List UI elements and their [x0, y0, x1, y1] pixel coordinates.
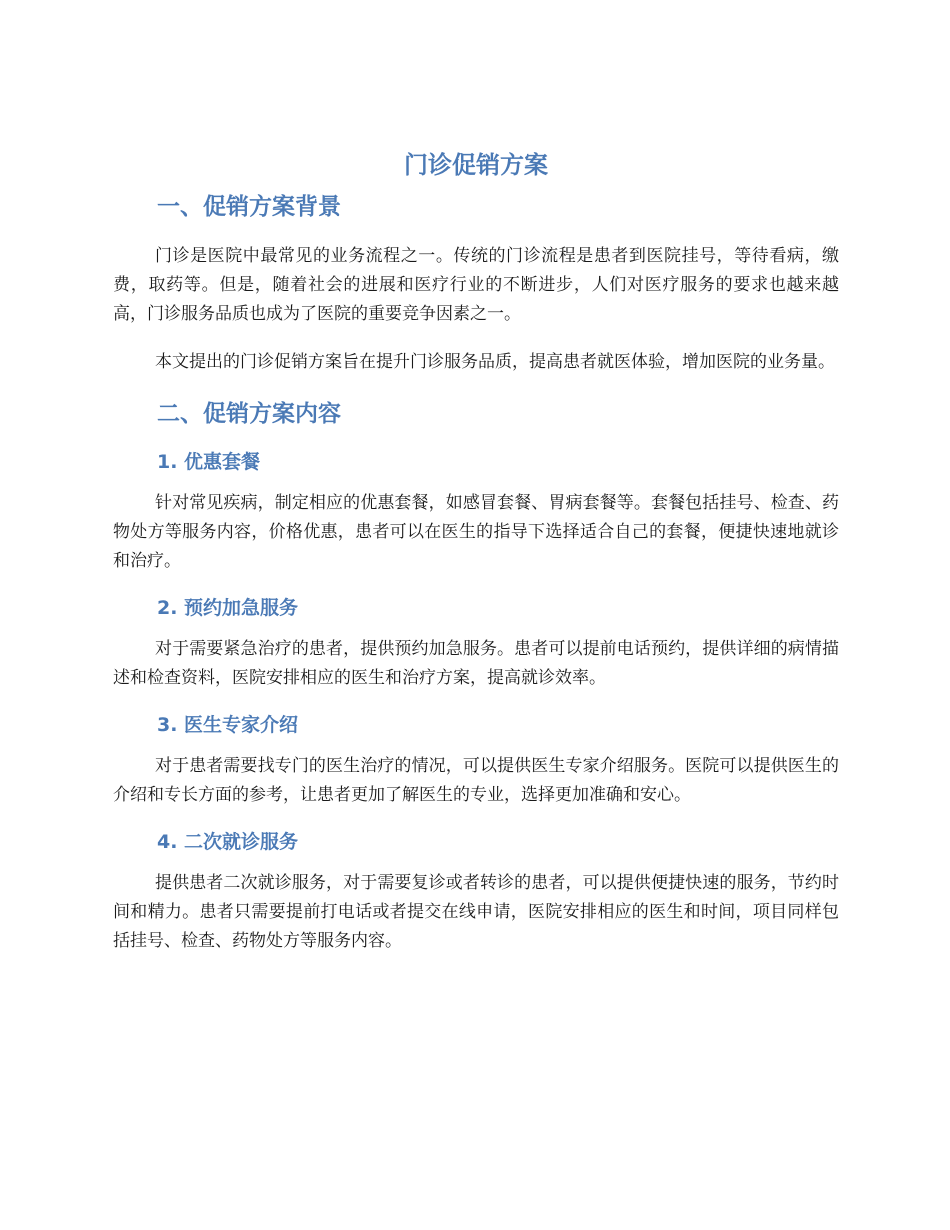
expert-introduction-paragraph: 对于患者需要找专门的医生治疗的情况，可以提供医生专家介绍服务。医院可以提供医生的介绍和专长方面的参考，让患者更加了解医生的专业，选择更加准确和安心。	[113, 756, 839, 805]
section-heading-background: 一、促销方案背景	[157, 194, 341, 220]
subsection-heading-expert-introduction: 3. 医生专家介绍	[157, 714, 299, 736]
urgent-appointment-paragraph: 对于需要紧急治疗的患者，提供预约加急服务。患者可以提前电话预约，提供详细的病情描述和检查资料，医院安排相应的医生和治疗方案，提高就诊效率。	[113, 639, 839, 688]
section-heading-content: 二、促销方案内容	[157, 401, 341, 427]
document-page	[113, 150, 839, 975]
subsection-heading-follow-up-visit: 4. 二次就诊服务	[157, 831, 299, 853]
document-title: 门诊促销方案	[404, 151, 548, 179]
subsection-heading-urgent-appointment: 2. 预约加急服务	[157, 597, 299, 619]
subsection-heading-discount-package: 1. 优惠套餐	[157, 451, 261, 473]
background-paragraph-1: 门诊是医院中最常见的业务流程之一。传统的门诊流程是患者到医院挂号，等待看病，缴费，取药等。但是，随着社会的进展和医疗行业的不断进步，人们对医疗服务的要求也越来越高，门诊服务品质也成为了医院的重要竞争因素之一。	[113, 246, 839, 324]
follow-up-visit-paragraph: 提供患者二次就诊服务，对于需要复诊或者转诊的患者，可以提供便捷快速的服务，节约时间和精力。患者只需要提前打电话或者提交在线申请，医院安排相应的医生和时间，项目同样包括挂号、检查、药物处方等服务内容。	[113, 873, 839, 951]
discount-package-paragraph: 针对常见疾病，制定相应的优惠套餐，如感冒套餐、胃病套餐等。套餐包括挂号、检查、药物处方等服务内容，价格优惠，患者可以在医生的指导下选择适合自己的套餐，便捷快速地就诊和治疗。	[113, 493, 839, 571]
background-paragraph-2: 本文提出的门诊促销方案旨在提升门诊服务品质，提高患者就医体验，增加医院的业务量。	[155, 352, 835, 372]
